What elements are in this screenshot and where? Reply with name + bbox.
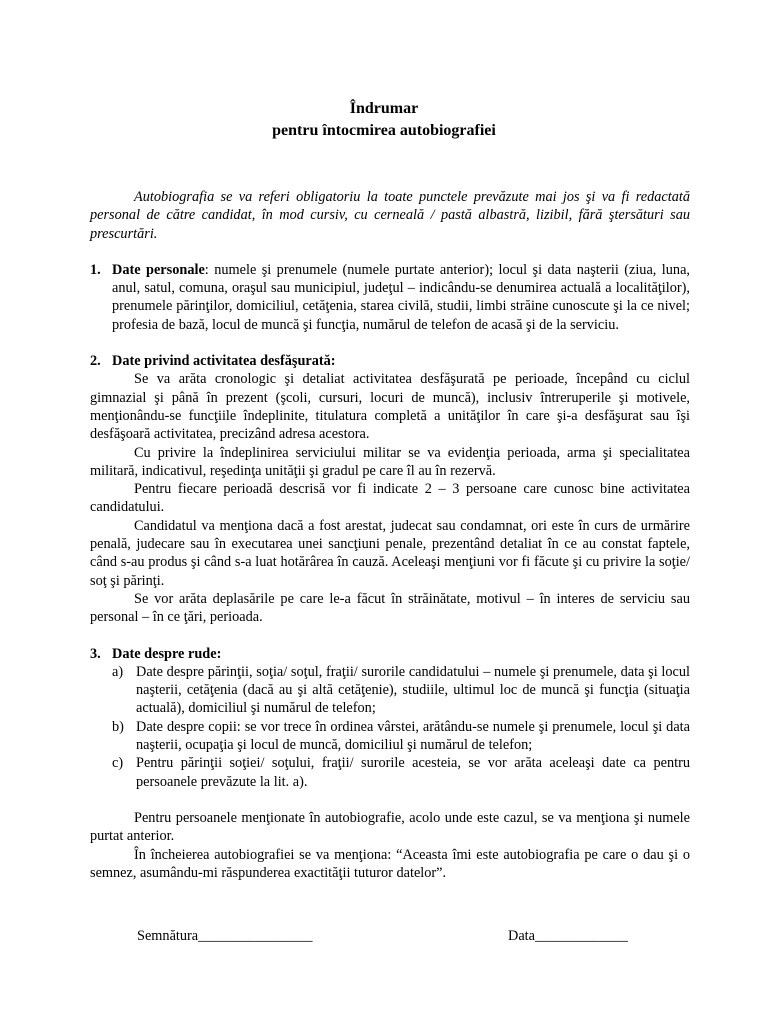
section-number: 3. [90, 645, 101, 662]
list-item [112, 754, 690, 791]
section-heading: Date despre rude: [112, 645, 222, 662]
intro-paragraph: Autobiografia se va referi obligatoriu la toate punctele prevăzute mai jos şi va fi redactată personal de către candidat, în mod cursiv, cu cerneală / pastă albastră, lizibil, fără ştersături sau prescurtări. [90, 189, 690, 242]
title-line-1: Îndrumar [349, 100, 419, 117]
paragraph: Cu privire la îndeplinirea serviciului militar se va evidenţia perioada, arma şi specialitatea militară, indicativul, reşedinţa unităţii şi gradul pe care îl au în rezervă. [90, 444, 690, 479]
title-line-2: pentru întocmirea autobiografiei [272, 122, 496, 139]
signature-field: Semnătura________________ [137, 928, 313, 944]
paragraph: Pentru fiecare perioadă descrisă vor fi indicate 2 – 3 persoane care cunosc bine activitatea candidatului. [90, 481, 690, 516]
section-number: 2. [90, 353, 101, 370]
list-item [112, 718, 690, 755]
list-item [112, 663, 690, 718]
date-field: Data_____________ [508, 928, 628, 944]
list-item-text: Pentru părinţii soţiei/ soţului, fraţii/ surorile acesteia, se vor arăta aceleaşi date ca pentru persoanele prevăzute la lit. a). [136, 755, 690, 790]
section-heading: Date privind activitatea desfăşurată: [112, 353, 336, 370]
list-item-letter: c) [112, 755, 124, 772]
paragraph: Candidatul va menţiona dacă a fost arestat, judecat sau condamnat, ori este în curs de urmărire penală, judecare sau în executarea unei sancţiuni penale, prezentând detaliat în ce au constat faptele, când s-au produs şi când s-a luat hotărârea în cauză. Aceleaşi menţiuni vor fi făcute şi cu privire la soţie/ soţ şi părinţi. [90, 517, 690, 589]
section-activity [90, 352, 690, 626]
paragraph: Se va arăta cronologic şi detaliat activitatea desfăşurată pe perioade, începând cu ciclul gimnazial şi până în prezent (şcoli, cursuri, locuri de muncă), inclusiv întreruperile şi motivele, menţionându-se funcţiile îndeplinite, titulatura completă a unităţilor în care şi-a desfăşurat sau îşi desfăşoară activitatea, precizând adresa acestora. [90, 371, 690, 443]
closing-notes [90, 809, 690, 882]
list-item-letter: a) [112, 663, 124, 680]
section-text: : numele şi prenumele (numele purtate anterior); locul şi data naşterii (ziua, luna, anul, satul, comuna, oraşul sau municipiul, judeţul – indicându-se denumirea actuală a localităţilor), prenumele părinţilor, domiciliul, cetăţenia, starea civilă, studii, limbi străine cunoscute şi la ce nivel; profesia de bază, locul de muncă şi funcţia, numărul de telefon de acasă şi de la serviciu. [112, 261, 690, 333]
section-relatives [90, 645, 690, 791]
section-heading: Date personale [112, 261, 205, 278]
list-item-text: Date despre copii: se vor trece în ordinea vârstei, arătându-se numele şi prenumele, locul şi data naşterii, ocupaţia şi locul de muncă, domiciliul şi numărul de telefon; [136, 718, 690, 754]
list-item-letter: b) [112, 718, 124, 735]
document-title [0, 98, 768, 142]
section-number: 1. [90, 261, 101, 278]
paragraph: Pentru persoanele menţionate în autobiografie, acolo unde este cazul, se va menţiona şi numele purtat anterior. [90, 809, 690, 845]
paragraph: În încheierea autobiografiei se va menţiona: “Aceasta îmi este autobiografia pe care o dau şi o semnez, asumându-mi răspunderea exactităţii tuturor datelor”. [90, 846, 690, 881]
paragraph: Se vor arăta deplasările pe care le-a făcut în străinătate, motivul – în interes de serviciu sau personal – în ce ţări, perioada. [90, 590, 690, 626]
list-item-text: Date despre părinţii, soţia/ soţul, fraţii/ surorile candidatului – numele şi prenumele, data şi locul naşterii, cetăţenia (dacă au şi altă cetăţenie), studiile, ultimul loc de muncă şi funcţia (situaţia actuală), domiciliul şi numărul de telefon; [136, 663, 690, 717]
document-body [90, 188, 690, 882]
section-personal-data [90, 261, 690, 334]
